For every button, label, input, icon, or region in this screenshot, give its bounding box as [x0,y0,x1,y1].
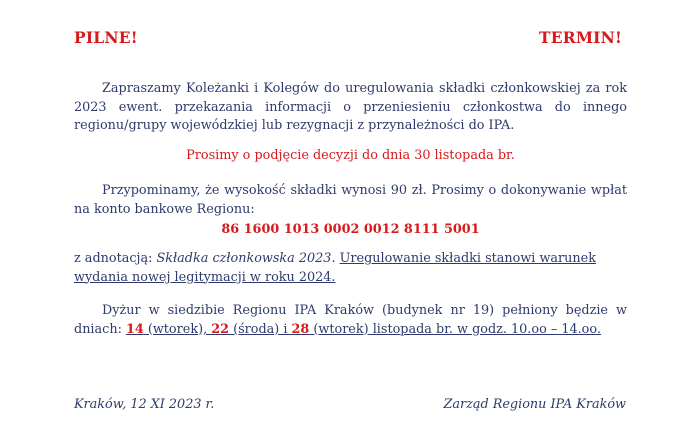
annotation-paragraph [74,250,627,287]
annotation-prefix: z adnotacją: [74,251,157,266]
duty-day-1-label: (wtorek), [143,321,212,337]
deadline-notice: Prosimy o podjęcie decyzji do dnia 30 listopada br. [186,148,515,163]
invitation-paragraph [74,80,627,136]
duty-paragraph [74,302,627,339]
duty-dates [126,322,601,337]
place-date: Kraków, 12 XI 2023 r. [74,397,215,412]
annotation-condition: Uregulowanie składki stanowi warunek wydania nowej legitymacji w roku 2024. [74,251,596,285]
invitation-text: Zapraszamy Koleżanki i Kolegów do uregulowania składki członkowskiej za rok 2023 ewent. przekazania informacji o przeniesieniu członkostwa do innego regionu/grupy wojewódzkiej lub rezygnacji z przynależności do IPA. [74,81,627,133]
duty-day-3-label: (wtorek) listopada br. w godz. 10.oo – 14.oo. [309,321,601,337]
duty-day-1: 14 [125,321,144,337]
deadline-label: TERMIN! [538,28,622,47]
duty-intro: Dyżur w siedzibie Regionu IPA Kraków (budynek nr 19) pełniony będzie w dniach: [74,303,627,337]
signature: Zarząd Regionu IPA Kraków [443,397,626,412]
fee-paragraph [74,182,627,219]
annotation-title: Składka członkowska 2023. [156,251,336,266]
bank-account-number: 86 1600 1013 0002 0012 8111 5001 [221,222,480,237]
duty-day-2-label: (środa) i [229,321,292,337]
fee-text: Przypominamy, że wysokość składki wynosi 90 zł. Prosimy o dokonywanie wpłat na konto bankowe Regionu: [74,183,627,217]
urgent-label: PILNE! [74,28,138,47]
duty-day-2: 22 [211,321,230,337]
duty-day-3: 28 [291,321,310,337]
